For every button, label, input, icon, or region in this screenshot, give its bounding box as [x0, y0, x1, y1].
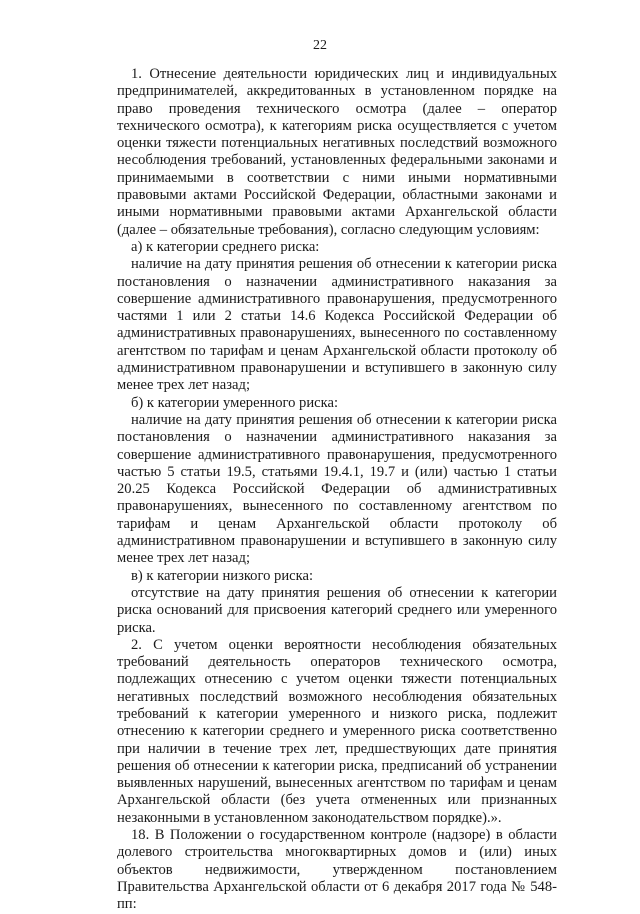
paragraph-item-1b-heading: б) к категории умеренного риска: — [131, 394, 339, 411]
paragraph-item-1b-text: наличие на дату принятия решения об отнесении к категории риска постановления о назначении административного наказания за совершение административного правонарушения, предусмотренного частью 5 статьи 19.5, статьями 19.4.1, 19.7 и (или) частью 1 статьи 20.25 Кодекса Российской Федерации об административных правонарушениях, вынесенного по составленному агентством по тарифам и ценам Архангельской области протоколу об административном правонарушении и вступившего в законную силу менее трех лет назад; — [117, 411, 557, 567]
document-body — [117, 66, 557, 914]
page-number: 22 — [313, 38, 327, 53]
paragraph-item-1c-text: отсутствие на дату принятия решения об отнесении к категории риска оснований для присвоения категорий среднего или умеренного риска. — [117, 584, 557, 636]
paragraph-item-1a-heading: а) к категории среднего риска: — [131, 238, 320, 255]
paragraph-item-2: 2. С учетом оценки вероятности несоблюдения обязательных требований деятельность операторов технического осмотра, подлежащих отнесению с учетом оценки тяжести потенциальных негативных последствий возможного несоблюдения обязательных требований к категории умеренного и низкого риска, подлежит отнесению к категории среднего и умеренного риска соответственно при наличии в течение трех лет, предшествующих дате принятия решения об отнесении к категории риска, предписаний об устранении выявленных нарушений, вынесенных агентством по тарифам и ценам Архангельской области (без учета отмененных или признанных незаконными в установленном законодательством порядке).». — [117, 636, 557, 826]
paragraph-item-18: 18. В Положении о государственном контроле (надзоре) в области долевого строительства многоквартирных домов и (или) иных объектов недвижимости, утвержденном постановлением Правительства Архангельской области от 6 декабря 2017 года № 548-пп: — [117, 827, 557, 913]
paragraph-item-1: 1. Отнесение деятельности юридических лиц и индивидуальных предпринимателей, аккредитованных в установленном порядке на право проведения технического осмотра (далее – оператор технического осмотра), к категориям риска осуществляется с учетом оценки тяжести потенциальных негативных последствий возможного несоблюдения требований, установленных федеральными законами и принимаемыми в соответствии с ними иными нормативными правовыми актами Российской Федерации, областными законами и иными нормативными правовыми актами Архангельской области (далее – обязательные требования), согласно следующим условиям: — [117, 66, 557, 238]
paragraph-item-1c-heading: в) к категории низкого риска: — [131, 567, 314, 584]
paragraph-item-1a-text: наличие на дату принятия решения об отнесении к категории риска постановления о назначении административного наказания за совершение административного правонарушения, предусмотренного частями 1 или 2 статьи 14.6 Кодекса Российской Федерации об административных правонарушениях, вынесенного по составленному агентством по тарифам и ценам Архангельской области протоколу об административном правонарушении и вступившего в законную силу менее трех лет назад; — [117, 256, 557, 394]
